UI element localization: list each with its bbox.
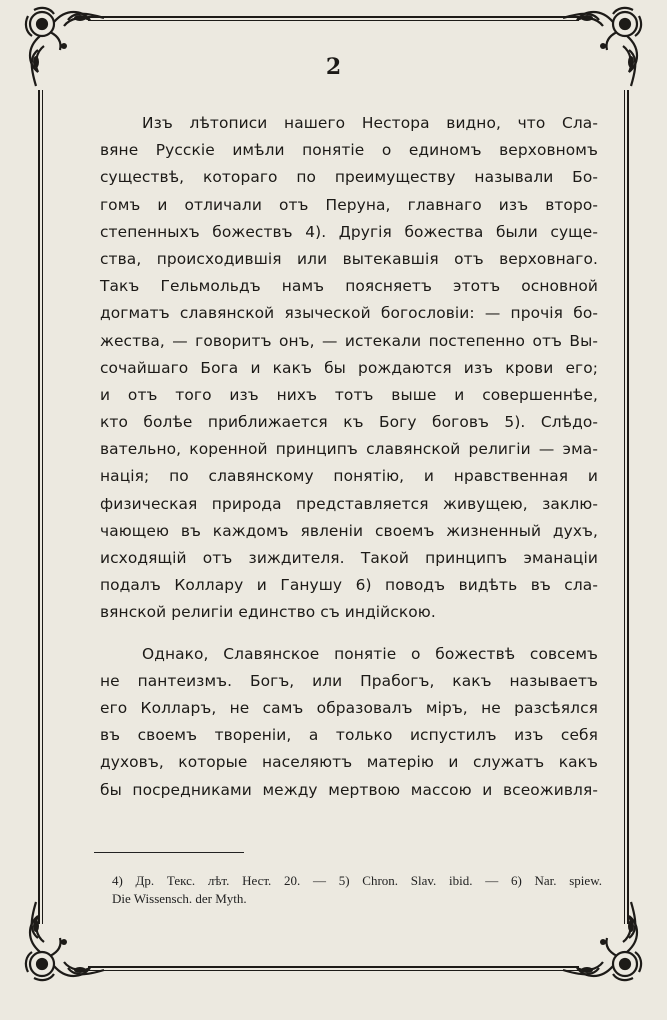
text-line: гомъ и отличали отъ Перуна, главнаго изъ второ- <box>100 195 598 214</box>
text-line: бы посредниками между мертвою массою и всеоживля- <box>100 780 598 799</box>
text-line: физическая природа представляется живущею, заклю- <box>100 494 598 513</box>
frame-right-rule-inner <box>624 90 625 924</box>
frame-top-rule <box>88 16 579 18</box>
paragraph-2 <box>100 641 598 804</box>
frame-top-rule-inner <box>88 20 579 21</box>
text-line: не пантеизмъ. Богъ, или Прабогъ, какъ называетъ <box>100 671 598 690</box>
text-line: чающею въ каждомъ явленіи своемъ жизненный духъ, <box>100 521 598 540</box>
text-line: вательно, коренной принципъ славянской религіи — эма- <box>100 440 598 459</box>
frame-right-rule <box>627 90 629 924</box>
text-line: кто болѣе приближается къ Богу боговъ 5). Слѣдо- <box>100 413 598 432</box>
floral-corner-icon <box>561 900 647 986</box>
footnote-line: 4) Др. Текс. лѣт. Нест. 20. — 5) Chron. Slav. ibid. — 6) Nar. spiew. <box>112 873 602 888</box>
text-line: его Колларъ, не самъ образовалъ міръ, не разсѣялся <box>100 698 598 717</box>
text-line: степенныхъ божествъ 4). Другія божества были суще- <box>100 222 598 241</box>
text-line: существѣ, котораго по преимуществу называли Бо- <box>100 168 598 187</box>
footnote-divider <box>94 852 244 853</box>
body-text <box>100 110 598 804</box>
text-line: духовъ, которые населяютъ матерію и служатъ какъ <box>100 753 598 772</box>
text-line: сочайшаго Бога и какъ бы рождаются изъ крови его; <box>100 358 598 377</box>
frame-bottom-rule <box>88 966 579 968</box>
page-number: 2 <box>325 54 342 80</box>
text-line: Однако, Славянское понятіе о божествѣ совсемъ <box>142 644 598 663</box>
text-line: Изъ лѣтописи нашего Нестора видно, что Сла- <box>142 114 598 132</box>
text-line: нація; по славянскому понятію, и нравственная и <box>100 467 598 486</box>
text-line: исходящій отъ зиждителя. Такой принципъ эманаціи <box>100 549 598 567</box>
paragraph-1 <box>100 110 598 627</box>
text-line: въ своемъ твореніи, а только испустилъ изъ себя <box>100 726 598 745</box>
text-line: и отъ того изъ нихъ тотъ выше и совершеннѣе, <box>100 385 598 404</box>
footnote <box>112 872 602 908</box>
footnote-line: Die Wissensch. der Myth. <box>112 891 247 906</box>
floral-corner-icon <box>20 900 106 986</box>
frame-bottom-rule-inner <box>88 970 579 971</box>
text-line: Такъ Гельмольдъ намъ поясняетъ этотъ основной <box>100 277 598 296</box>
text-line: догматъ славянской языческой богословіи: — прочія бо- <box>100 304 598 323</box>
frame-left-rule <box>38 90 40 924</box>
text-line: подалъ Коллару и Ганушу 6) поводъ видѣть въ сла- <box>100 576 598 595</box>
text-line: жества, — говоритъ онъ, — истекали постепенно отъ Вы- <box>100 331 598 350</box>
frame-left-rule-inner <box>42 90 43 924</box>
text-line: ства, происходившія или вытекавшія отъ верховнаго. <box>100 249 598 268</box>
paragraph-gap <box>100 627 598 641</box>
text-line: вяне Русскіе имѣли понятіе о единомъ верховномъ <box>100 141 598 160</box>
text-line: вянской религіи единство съ индійскою. <box>100 603 436 622</box>
